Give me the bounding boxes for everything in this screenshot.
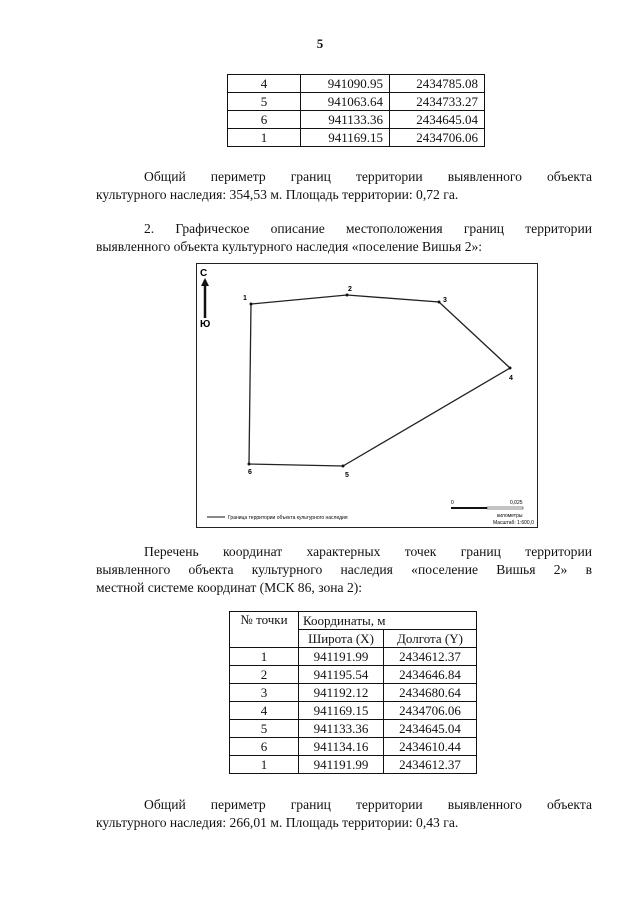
perimeter-summary-1 — [96, 168, 592, 204]
table-row — [228, 111, 485, 129]
point-cell: 6 — [228, 111, 301, 129]
boundary-map-svg — [197, 264, 537, 527]
coordinates-table-wrap — [229, 611, 477, 774]
page-number: 5 — [316, 36, 324, 51]
vertex-markers — [248, 294, 512, 468]
point-cell: 5 — [228, 93, 301, 111]
header-point: № точки — [230, 612, 299, 648]
table-row — [230, 684, 477, 702]
point-cell: 2 — [230, 666, 299, 684]
intro-line: Перечень координат характерных точек границ территории — [144, 544, 592, 559]
x-cell: 941063.64 — [301, 93, 390, 111]
section-2-paragraph — [96, 220, 592, 256]
point-cell: 5 — [230, 720, 299, 738]
x-cell: 941192.12 — [299, 684, 384, 702]
x-cell: 941090.95 — [301, 75, 390, 93]
x-cell: 941169.15 — [299, 702, 384, 720]
scale-ratio-label: Масштаб: 1:600,0 — [493, 520, 534, 526]
table-row — [230, 756, 477, 774]
legend-text: Граница территории объекта культурного наследия — [228, 515, 348, 521]
header-coordinates: Координаты, м — [299, 612, 477, 630]
header-longitude: Долгота (Y) — [384, 630, 477, 648]
x-cell: 941191.99 — [299, 648, 384, 666]
table-row — [230, 648, 477, 666]
scale-start-label: 0 — [451, 500, 454, 506]
section-line: 2. Графическое описание местоположения границ территории — [144, 221, 592, 236]
y-cell: 2434733.27 — [390, 93, 485, 111]
table-row — [230, 666, 477, 684]
y-cell: 2434706.06 — [390, 129, 485, 147]
point-cell: 3 — [230, 684, 299, 702]
compass-south-label: Ю — [200, 319, 211, 330]
table-row — [230, 738, 477, 756]
boundary-map — [196, 263, 538, 528]
y-cell: 2434612.37 — [384, 648, 477, 666]
vertex-label-6: 6 — [248, 469, 252, 476]
y-cell: 2434645.04 — [390, 111, 485, 129]
table-header-row — [230, 612, 477, 630]
scale-unit-label: километры — [497, 513, 523, 519]
header-latitude: Широта (X) — [299, 630, 384, 648]
compass-north-label: С — [200, 268, 208, 279]
x-cell: 941133.36 — [299, 720, 384, 738]
coordinates-table — [229, 611, 477, 774]
x-cell: 941195.54 — [299, 666, 384, 684]
x-cell: 941134.16 — [299, 738, 384, 756]
summary-line: Общий периметр границ территории выявленного объекта — [144, 797, 592, 812]
vertex-label-3: 3 — [443, 297, 447, 304]
point-cell: 1 — [230, 756, 299, 774]
scale-end-label: 0,025 — [510, 500, 523, 506]
intro-line: выявленного объекта культурного наследия «поселение Вишья 2» в — [96, 562, 592, 577]
y-cell: 2434610.44 — [384, 738, 477, 756]
table-row — [230, 702, 477, 720]
vertex-label-4: 4 — [509, 375, 513, 382]
table-row — [230, 720, 477, 738]
summary-line: Общий периметр границ территории выявленного объекта — [144, 169, 592, 184]
y-cell: 2434646.84 — [384, 666, 477, 684]
top-coordinates-table — [227, 74, 485, 147]
vertex-label-1: 1 — [243, 295, 247, 302]
perimeter-summary-2 — [96, 796, 592, 832]
point-cell: 4 — [230, 702, 299, 720]
x-cell: 941133.36 — [301, 111, 390, 129]
table-row — [228, 93, 485, 111]
intro-line: местной системе координат (МСК 86, зона 2): — [96, 580, 363, 595]
y-cell: 2434612.37 — [384, 756, 477, 774]
top-coordinates-table-wrap — [227, 74, 485, 147]
x-cell: 941191.99 — [299, 756, 384, 774]
y-cell: 2434785.08 — [390, 75, 485, 93]
summary-line: культурного наследия: 354,53 м. Площадь территории: 0,72 га. — [96, 187, 459, 202]
section-line: выявленного объекта культурного наследия «поселение Вишья 2»: — [96, 239, 483, 254]
scale-bar — [451, 500, 534, 526]
point-cell: 1 — [230, 648, 299, 666]
north-arrow-icon — [200, 268, 210, 330]
y-cell: 2434680.64 — [384, 684, 477, 702]
y-cell: 2434706.06 — [384, 702, 477, 720]
vertex-label-5: 5 — [345, 472, 349, 479]
vertex-label-2: 2 — [348, 286, 352, 293]
table-row — [228, 129, 485, 147]
map-legend — [207, 515, 348, 521]
territory-boundary — [249, 295, 510, 466]
point-cell: 4 — [228, 75, 301, 93]
point-cell: 6 — [230, 738, 299, 756]
y-cell: 2434645.04 — [384, 720, 477, 738]
table-row — [228, 75, 485, 93]
coordinates-list-intro — [96, 543, 592, 597]
point-cell: 1 — [228, 129, 301, 147]
summary-line: культурного наследия: 266,01 м. Площадь территории: 0,43 га. — [96, 815, 459, 830]
x-cell: 941169.15 — [301, 129, 390, 147]
